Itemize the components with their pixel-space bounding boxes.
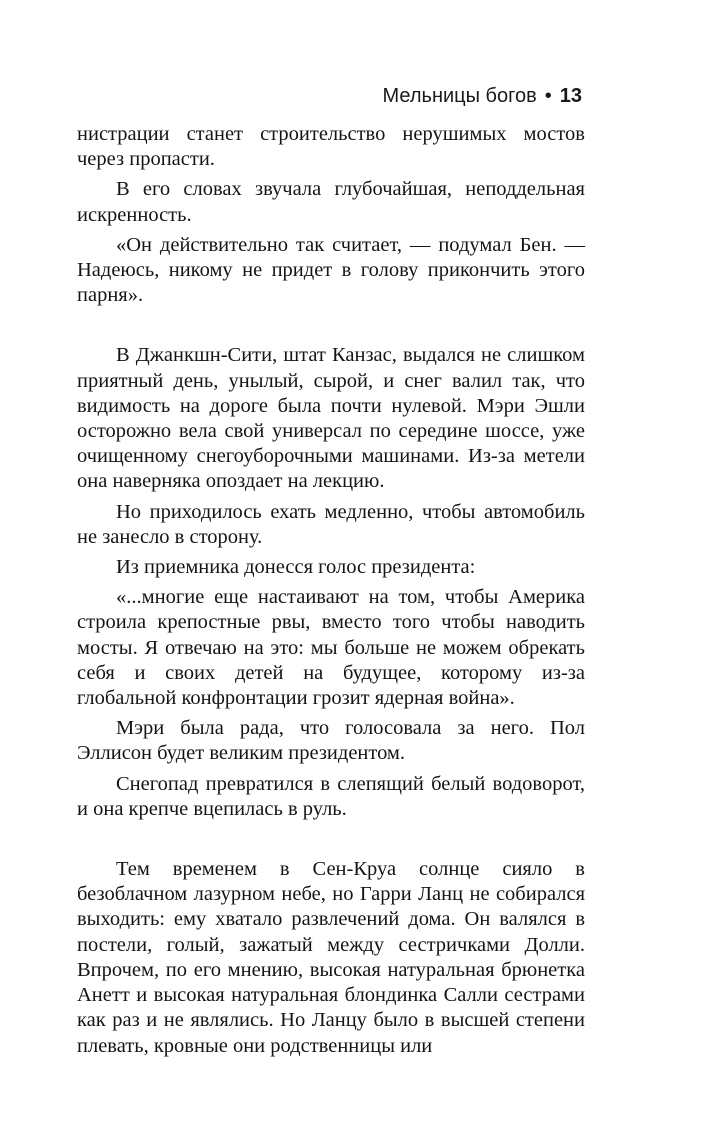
paragraph-8: Мэри была рада, что голосовала за него. Пол Эллисон будет великим президентом. (77, 717, 585, 765)
paragraph-6: Из приемника донесся голос президента: (116, 556, 476, 579)
paragraph-10: Тем временем в Сен-Круа солнце сияло в безоблачном лазурном небе, но Гарри Ланц не собирался выходить: ему хватало развлечений дома. Он валялся в постели, голый, зажатый между сестричками Долли. Впрочем, по его мнению, высокая натуральная брюнетка Анетт и высокая натуральная блондинка Салли сестрами как раз и не являлись. Но Ланцу было в высшей степени плевать, кровные они родственницы или (77, 858, 585, 1057)
paragraph-3: «Он действительно так считает, — подумал Бен. — Надеюсь, никому не придет в голову прикончить этого парня». (77, 233, 585, 307)
paragraph-9: Снегопад превратился в слепящий белый водоворот, и она крепче вцепилась в руль. (77, 772, 585, 820)
paragraph-4: В Джанкшн-Сити, штат Канзас, выдался не слишком приятный день, унылый, сырой, и снег валил так, что видимость на дороге была почти нулевой. Мэри Эшли осторожно вела свой универсал по середине шоссе, уже очищенному снегоуборочными машинами. Из-за метели она наверняка опоздает на лекцию. (77, 344, 585, 493)
page-number: 13 (559, 85, 582, 107)
running-header (383, 84, 582, 108)
header-separator: • (544, 85, 552, 107)
paragraph-5: Но приходилось ехать медленно, чтобы автомобиль не занесло в сторону. (77, 500, 585, 548)
section-break (77, 313, 585, 343)
paragraph-2: В его словах звучала глубочайшая, неподдельная искренность. (77, 178, 585, 226)
page-text (77, 122, 585, 1064)
section-break (77, 827, 585, 857)
book-title: Мельницы богов (382, 85, 537, 107)
paragraph-7: «...многие еще настаивают на том, чтобы Америка строила крепостные рвы, вместо того чтобы наводить мосты. Я отвечаю на это: мы больше не можем обрекать себя и своих детей на будущее, которому из-за глобальной конфронтации грозит ядерная война». (77, 586, 585, 710)
paragraph-1: нистрации станет строительство нерушимых мостов через пропасти. (77, 123, 585, 171)
